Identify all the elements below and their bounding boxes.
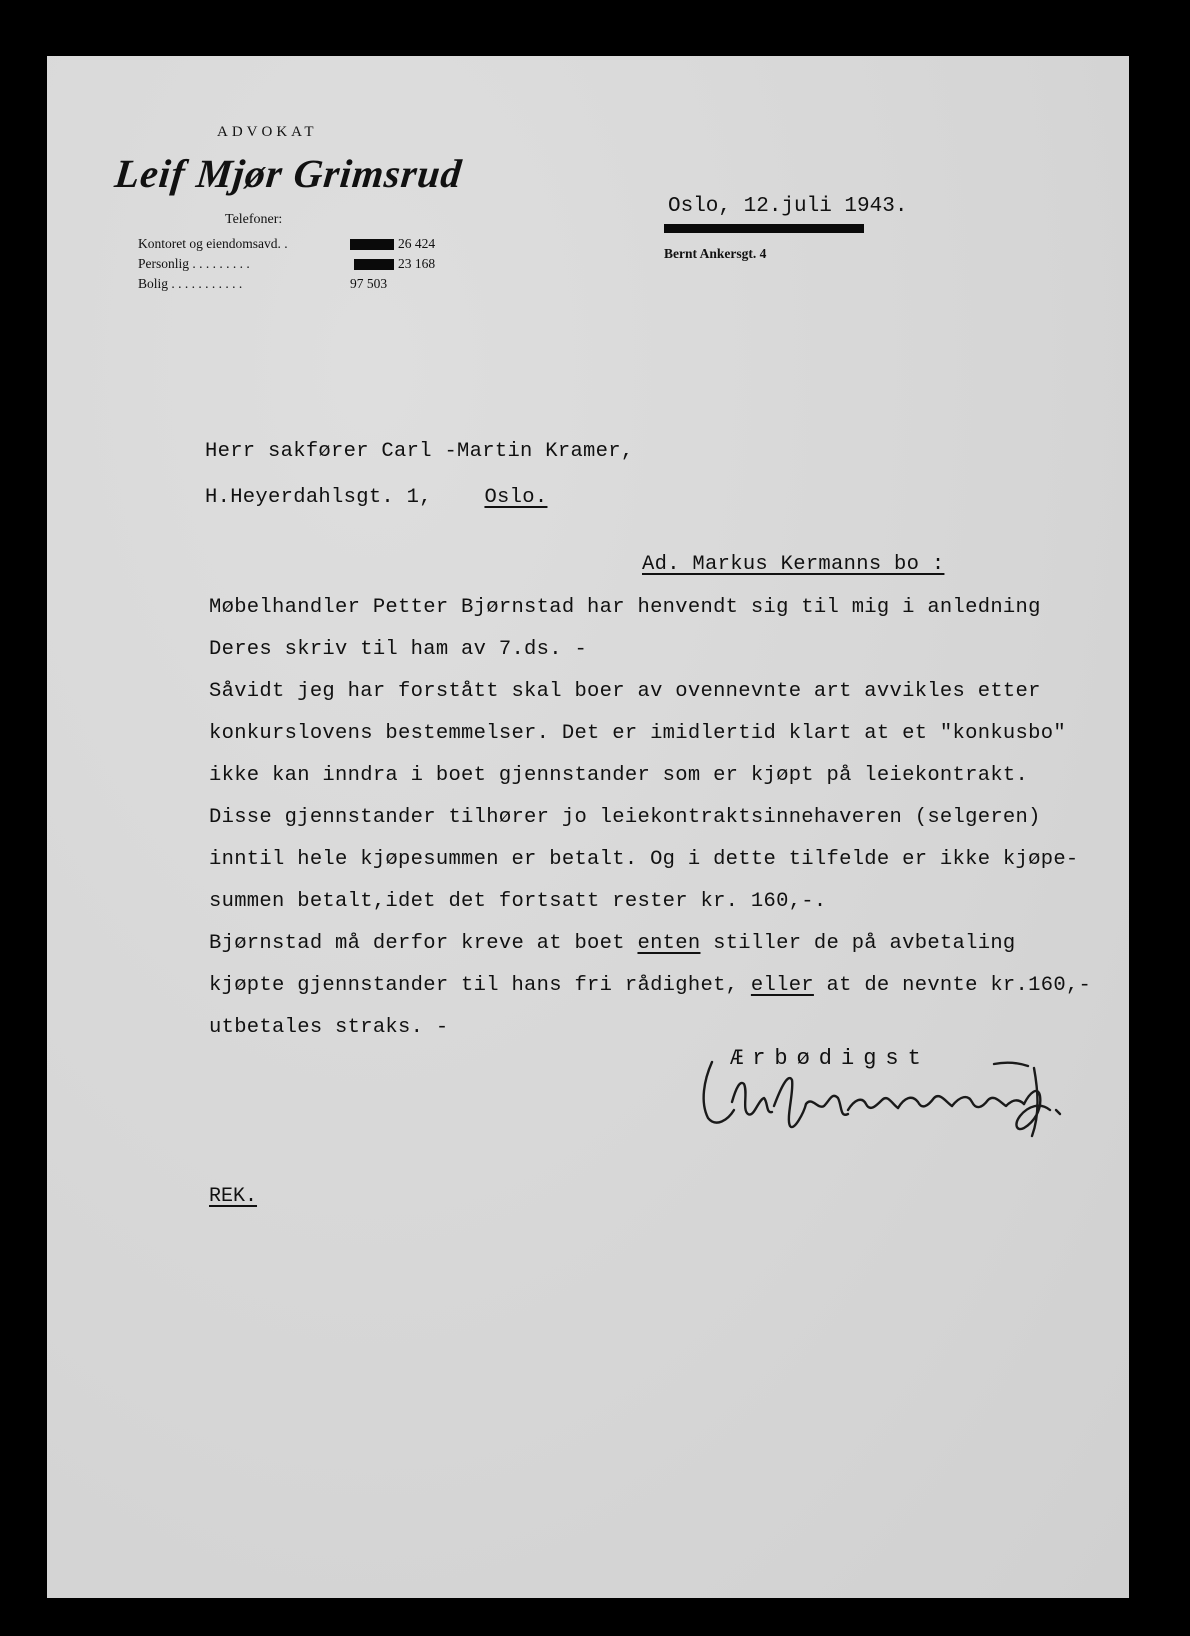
redaction-bar <box>354 259 394 270</box>
body-text: at de nevnte kr.160,- <box>813 974 1092 997</box>
body-line <box>209 932 1016 955</box>
body-line: ikke kan inndra i boet gjennstander som er kjøpt på leiekontrakt. <box>209 764 1029 787</box>
phone-label: Personlig . . . . . . . . . <box>138 256 250 271</box>
date-line: Oslo, 12.juli 1943. <box>668 195 908 218</box>
recipient-line-1: Herr sakfører Carl -Martin Kramer, <box>205 440 634 463</box>
body-line: Såvidt jeg har forstått skal boer av ovennevnte art avvikles etter <box>209 680 1041 703</box>
phones-heading: Telefoner: <box>225 212 283 227</box>
phone-number: 23 168 <box>398 256 436 271</box>
underlined-word: eller <box>750 974 814 997</box>
phone-label: Kontoret og eiendomsavd. . <box>138 236 288 251</box>
body-text: kjøpte gjennstander til hans fri rådighet, <box>209 974 751 997</box>
underlined-word: enten <box>637 932 701 955</box>
phone-number: 26 424 <box>398 236 436 251</box>
sender-address: Bernt Ankersgt. 4 <box>664 246 767 261</box>
recipient-street: H.Heyerdahlsgt. 1, <box>205 486 432 509</box>
phone-number: 97 503 <box>350 276 388 291</box>
body-line: inntil hele kjøpesummen er betalt. Og i dette tilfelde er ikke kjøpe- <box>209 848 1079 871</box>
body-line: utbetales straks. - <box>209 1016 449 1039</box>
body-line: Deres skriv til ham av 7.ds. - <box>209 638 588 661</box>
letterhead-title: ADVOKAT <box>217 124 318 140</box>
recipient-city: Oslo. <box>484 486 548 509</box>
redaction-bar <box>664 224 864 233</box>
body-text: stiller de på avbetaling <box>700 932 1016 955</box>
body-line: Møbelhandler Petter Bjørnstad har henvendt sig til mig i anledning <box>209 596 1041 619</box>
body-text: Bjørnstad må derfor kreve at boet <box>209 932 638 955</box>
handwritten-signature <box>694 1040 1094 1145</box>
body-line: konkurslovens bestemmelser. Det er imidlertid klart at et "konkusbo" <box>209 722 1066 745</box>
body-line: Disse gjennstander tilhører jo leiekontraktsinnehaveren (selgeren) <box>209 806 1041 829</box>
phone-label: Bolig . . . . . . . . . . . <box>138 276 243 291</box>
body-line <box>209 974 1091 997</box>
closing: Ærbødigst <box>730 1046 930 1071</box>
recipient-line-2 <box>205 486 547 509</box>
subject-line: Ad. Markus Kermanns bo : <box>642 553 945 576</box>
body-line: summen betalt,idet det fortsatt rester kr. 160,-. <box>209 890 827 913</box>
footer-note: REK. <box>209 1185 258 1208</box>
redaction-bar <box>350 239 394 250</box>
letterhead-logo-name: Leif Mjør Grimsrud <box>112 151 465 196</box>
